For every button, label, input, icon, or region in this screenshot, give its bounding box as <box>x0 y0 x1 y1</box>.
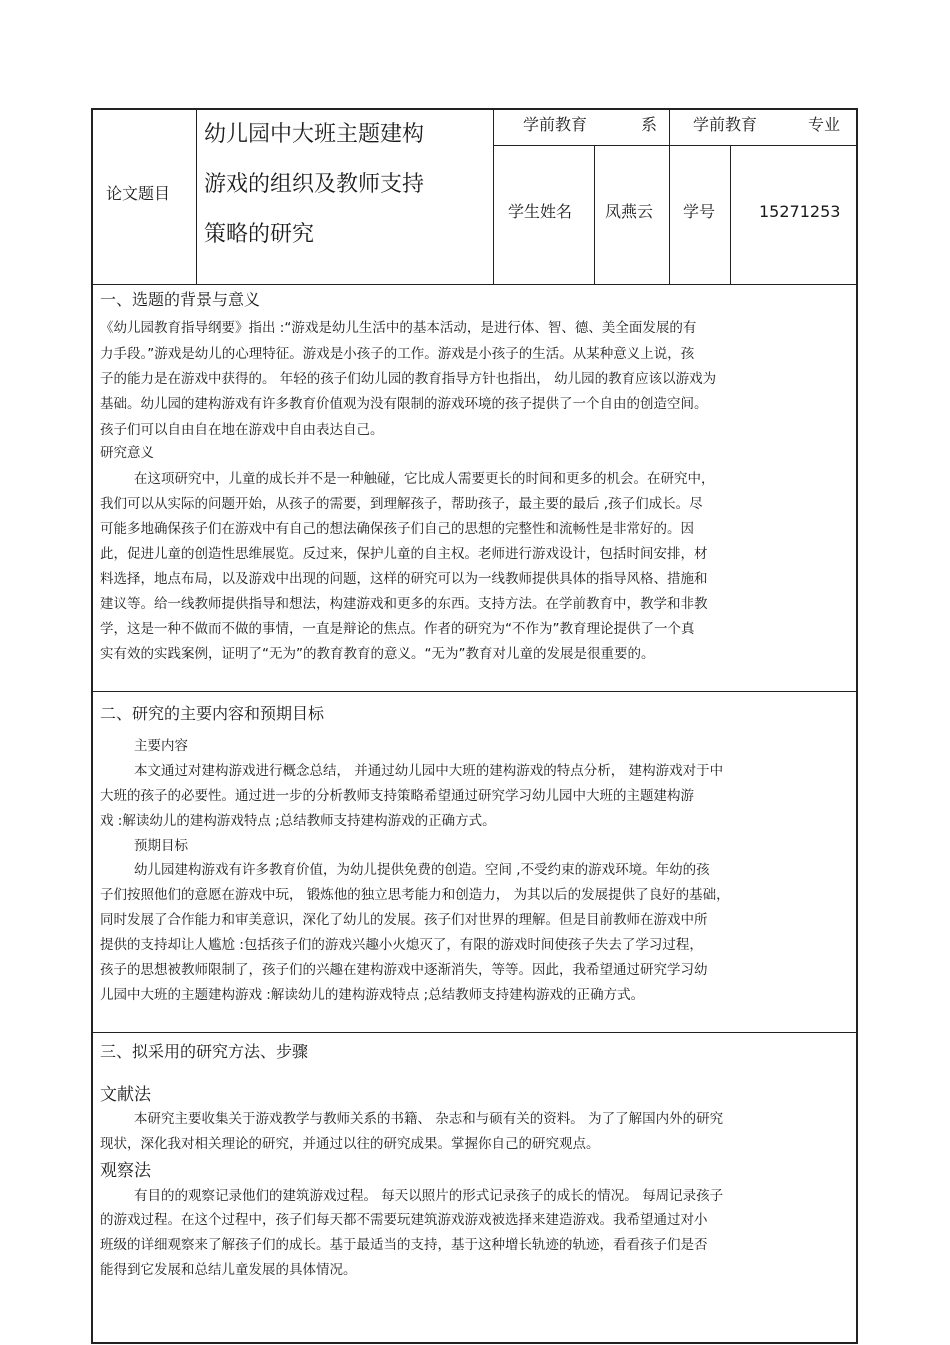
section1-heading: 一、选题的背景与意义 <box>100 290 261 309</box>
paragraph-line: 现状，深化我对相关理论的研究，并通过以往的研究成果。掌握你自己的研究观点。 <box>100 1136 600 1152</box>
paragraph-line: 在这项研究中，儿童的成长并不是一种触碰，它比成人需要更长的时间和更多的机会。在研究中， <box>134 471 715 487</box>
thesis-title-line-2: 游戏的组织及教师支持 <box>204 172 425 197</box>
paragraph-line: 孩子们可以自由自在地在游戏中自由表达自己。 <box>100 422 384 438</box>
paragraph-line: 的游戏过程。在这个过程中，孩子们每天都不需要玩建筑游戏游戏被选择来建造游戏。我希望通过对小 <box>100 1212 708 1228</box>
divider <box>669 108 670 285</box>
paragraph-line: 基础。幼儿园的建构游戏有许多教育价值观为没有限制的游戏环境的孩子提供了一个自由的创造空间。 <box>100 396 708 412</box>
major-value: 学前教育 <box>693 115 758 134</box>
divider <box>91 1032 858 1033</box>
student-name-label: 学生姓名 <box>508 202 573 221</box>
divider <box>493 145 857 146</box>
paragraph-line: 能得到它发展和总结儿童发展的具体情况。 <box>100 1262 357 1278</box>
divider <box>196 108 197 285</box>
paragraph-line: 子们按照他们的意愿在游戏中玩， 锻炼他的独立思考能力和创造力， 为其以后的发展提供了良好的基础， <box>100 887 730 903</box>
paragraph-line: 力手段。”游戏是幼儿的心理特征。游戏是小孩子的工作。游戏是小孩子的生活。从某种意义上说，孩 <box>100 346 695 362</box>
topic-label: 论文题目 <box>106 184 171 203</box>
paragraph-line: 班级的详细观察来了解孩子们的成长。基于最适当的支持，基于这种增长轨迹的轨迹，看看孩子们是否 <box>100 1237 708 1253</box>
paragraph-line: 料选择，地点布局，以及游戏中出现的问题，这样的研究可以为一线教师提供具体的指导风格、措施和 <box>100 571 708 587</box>
student-id-label: 学号 <box>683 202 716 221</box>
student-id-value: 15271253 <box>759 202 841 221</box>
section3-heading: 三、拟采用的研究方法、步骤 <box>100 1042 309 1061</box>
major-suffix: 专业 <box>808 115 841 134</box>
paragraph-line: 同时发展了合作能力和审美意识，深化了幼儿的发展。孩子们对世界的理解。但是目前教师在游戏中所 <box>100 912 708 928</box>
paragraph-line: 建议等。给一线教师提供指导和想法，构建游戏和更多的东西。支持方法。在学前教育中，教学和非教 <box>100 596 708 612</box>
divider <box>730 145 731 285</box>
paragraph-line: 我们可以从实际的问题开始，从孩子的需要，到理解孩子，帮助孩子，最主要的最后 ,孩子们成长。尽 <box>100 496 703 512</box>
paragraph-line: 子的能力是在游戏中获得的。 年轻的孩子们幼儿园的教育指导方针也指出， 幼儿园的教育应该以游戏为 <box>100 371 717 387</box>
divider <box>493 108 494 285</box>
paragraph-line: 戏 :解读幼儿的建构游戏特点 ;总结教师支持建构游戏的正确方式。 <box>100 813 496 829</box>
goal-label: 预期目标 <box>134 838 188 854</box>
divider <box>594 145 595 285</box>
divider <box>91 284 858 285</box>
paragraph-line: 本研究主要收集关于游戏教学与教师关系的书籍、 杂志和与硕有关的资料。 为了了解国内外的研究 <box>134 1111 724 1127</box>
paragraph-line: 学，这是一种不做而不做的事情，一直是辩论的焦点。作者的研究为“不作为”教育理论提供了一个真 <box>100 621 695 637</box>
paragraph-line: 幼儿园建构游戏有许多教育价值，为幼儿提供免费的创造。空间 ,不受约束的游戏环境。年幼的孩 <box>134 862 710 878</box>
literature-method-label: 文献法 <box>100 1085 151 1105</box>
observation-method-label: 观察法 <box>100 1161 151 1181</box>
thesis-title-line-1: 幼儿园中大班主题建构 <box>204 122 425 147</box>
paragraph-line: 孩子的思想被教师限制了，孩子们的兴趣在建构游戏中逐渐消失，等等。因此，我希望通过研究学习幼 <box>100 962 708 978</box>
meaning-label: 研究意义 <box>100 445 154 461</box>
paragraph-line: 实有效的实践案例，证明了“无为”的教育教育的意义。“无为”教育对儿童的发展是很重要的。 <box>100 646 655 662</box>
paragraph-line: 大班的孩子的必要性。通过进一步的分析教师支持策略希望通过研究学习幼儿园中大班的主题建构游 <box>100 788 694 804</box>
paragraph-line: 儿园中大班的主题建构游戏 :解读幼儿的建构游戏特点 ;总结教师支持建构游戏的正确方式。 <box>100 987 645 1003</box>
department-value: 学前教育 <box>523 115 588 134</box>
paragraph-line: 此，促进儿童的创造性思维展览。反过来，保护儿童的自主权。老师进行游戏设计，包括时间安排，材 <box>100 546 708 562</box>
paragraph-line: 提供的支持却让人尴尬 :包括孩子们的游戏兴趣小火熄灭了，有限的游戏时间使孩子失去了学习过程， <box>100 937 703 953</box>
paragraph-line: 本文通过对建构游戏进行概念总结， 并通过幼儿园中大班的建构游戏的特点分析， 建构游戏对于中 <box>134 763 724 779</box>
department-suffix: 系 <box>641 115 658 134</box>
content-label: 主要内容 <box>134 738 188 754</box>
paragraph-line: 《幼儿园教育指导纲要》指出 :“游戏是幼儿生活中的基本活动，是进行体、智、德、美全面发展的有 <box>100 320 697 336</box>
section2-heading: 二、研究的主要内容和预期目标 <box>100 704 325 723</box>
paragraph-line: 可能多地确保孩子们在游戏中有自己的想法确保孩子们自己的思想的完整性和流畅性是非常好的。因 <box>100 521 694 537</box>
paragraph-line: 有目的的观察记录他们的建筑游戏过程。 每天以照片的形式记录孩子的成长的情况。 每周记录孩子 <box>134 1188 724 1204</box>
thesis-title-line-3: 策略的研究 <box>204 222 315 247</box>
student-name-value: 凤燕云 <box>605 202 654 221</box>
divider <box>91 691 858 692</box>
